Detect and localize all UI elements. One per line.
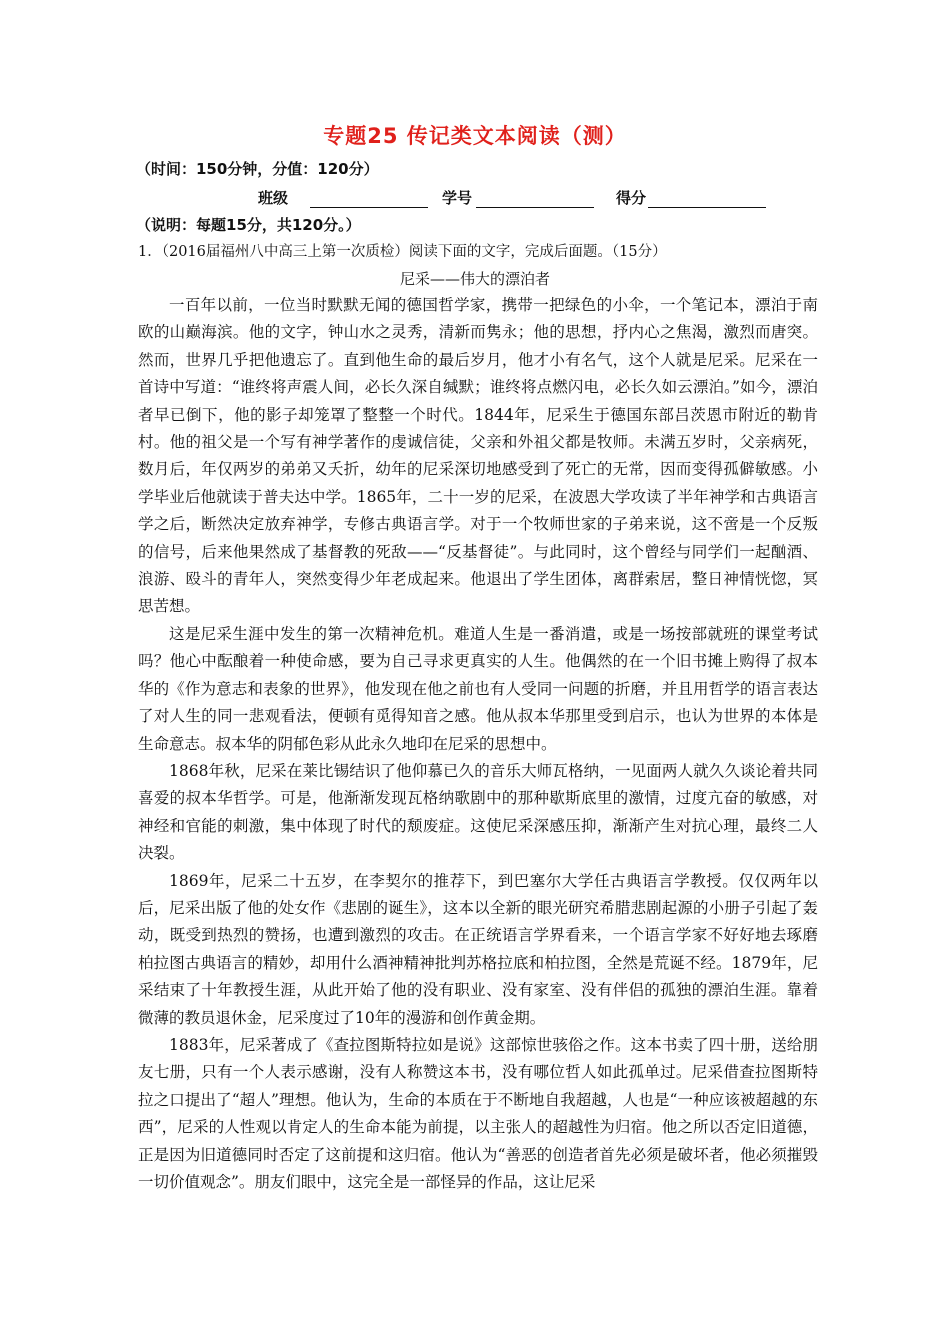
student-id-blank	[476, 191, 594, 208]
question-prompt: 1．（2016届福州八中高三上第一次质检）阅读下面的文字，完成后面题。（15分）	[138, 244, 667, 260]
paragraph: 1869年，尼采二十五岁，在李契尔的推荐下，到巴塞尔大学任古典语言学教授。仅仅两年以后，尼采出版了他的处女作《悲剧的诞生》，这本以全新的眼光研究希腊悲剧起源的小册子引起了轰动，既受到热烈的赞扬，也遭到激烈的攻击。在正统语言学界看来，一个语言学家不好好地去琢磨柏拉图古典语言的精妙，却用什么酒神精神批判苏格拉底和柏拉图，全然是荒诞不经。1879年，尼采结束了十年教授生涯，从此开始了他的没有职业、没有家室、没有伴侣的孤独的漂泊生涯。靠着微薄的教员退休金，尼采度过了10年的漫游和创作黄金期。	[138, 871, 818, 1027]
paragraph: 这是尼采生涯中发生的第一次精神危机。难道人生是一番消遣，或是一场按部就班的课堂考试吗？他心中酝酿着一种使命感，要为自己寻求更真实的人生。他偶然的在一个旧书摊上购得了叔本华的《作为意志和表象的世界》，他发现在他之前也有人受同一问题的折磨，并且用哲学的语言表达了对人生的同一悲观看法，便顿有觅得知音之感。他从叔本华那里受到启示，也认为世界的本体是生命意志。叔本华的阴郁色彩从此永久地印在尼采的思想中。	[138, 624, 818, 753]
paragraph: 1868年秋，尼采在莱比锡结识了他仰慕已久的音乐大师瓦格纳，一见面两人就久久谈论着共同喜爱的叔本华哲学。可是，他渐渐发现瓦格纳歌剧中的那种歇斯底里的激情，过度亢奋的敏感，对神经和官能的刺激，集中体现了时代的颓废症。这使尼采深感压抑，渐渐产生对抗心理，最终二人决裂。	[138, 761, 818, 863]
article-body	[138, 292, 818, 1196]
paragraph: 一百年以前，一位当时默默无闻的德国哲学家，携带一把绿色的小伞，一个笔记本，漂泊于南欧的山巅海滨。他的文字，钟山水之灵秀，清新而隽永；他的思想，抒内心之焦渴，激烈而唐突。然而，世界几乎把他遗忘了。直到他生命的最后岁月，他才小有名气，这个人就是尼采。尼采在一首诗中写道：“谁终将声震人间，必长久深自缄默；谁终将点燃闪电，必长久如云漂泊。”如今，漂泊者早已倒下，他的影子却笼罩了整整一个时代。1844年，尼采生于德国东部吕茨恩市附近的勒肯村。他的祖父是一个写有神学著作的虔诚信徒，父亲和外祖父都是牧师。未满五岁时，父亲病死，数月后，年仅两岁的弟弟又夭折，幼年的尼采深切地感受到了死亡的无常，因而变得孤僻敏感。小学毕业后他就读于普夫达中学。1865年，二十一岁的尼采，在波恩大学攻读了半年神学和古典语言学之后，断然决定放弃神学，专修古典语言学。对于一个牧师世家的子弟来说，这不啻是一个反叛的信号，后来他果然成了基督教的死敌——“反基督徒”。与此同时，这个曾经与同学们一起酗酒、浪游、殴斗的青年人，突然变得少年老成起来。他退出了学生团体，离群索居，整日神情恍惚，冥思苦想。	[138, 296, 818, 616]
student-id-label: 学号	[442, 189, 473, 207]
class-label: 班级	[258, 189, 289, 207]
score-label: 得分	[616, 189, 647, 207]
student-info-row	[258, 187, 766, 208]
paragraph: 1883年，尼采著成了《查拉图斯特拉如是说》这部惊世骇俗之作。这本书卖了四十册，送给朋友七册，只有一个人表示感谢，没有人称赞这本书，没有哪位哲人如此孤单过。尼采借查拉图斯特拉之口提出了“超人”理想。他认为，生命的本质在于不断地自我超越，人也是“一种应该被超越的东西”，尼采的人性观以肯定人的生命本能为前提，以主张人的超越性为归宿。他之所以否定旧道德，正是因为旧道德同时否定了这前提和这归宿。他认为“善恶的创造者首先必须是破坏者，他必须摧毁一切价值观念”。朋友们眼中，这完全是一部怪异的作品，这让尼采	[138, 1035, 818, 1191]
score-blank	[648, 191, 766, 208]
article-title: 尼采——伟大的漂泊者	[399, 270, 550, 288]
instructions-note: （说明：每题15分，共120分。）	[136, 216, 361, 234]
class-blank	[310, 191, 428, 208]
time-score-info: （时间：150分钟，分值：120分）	[136, 160, 379, 178]
document-title: 专题25 传记类文本阅读（测）	[323, 124, 627, 148]
